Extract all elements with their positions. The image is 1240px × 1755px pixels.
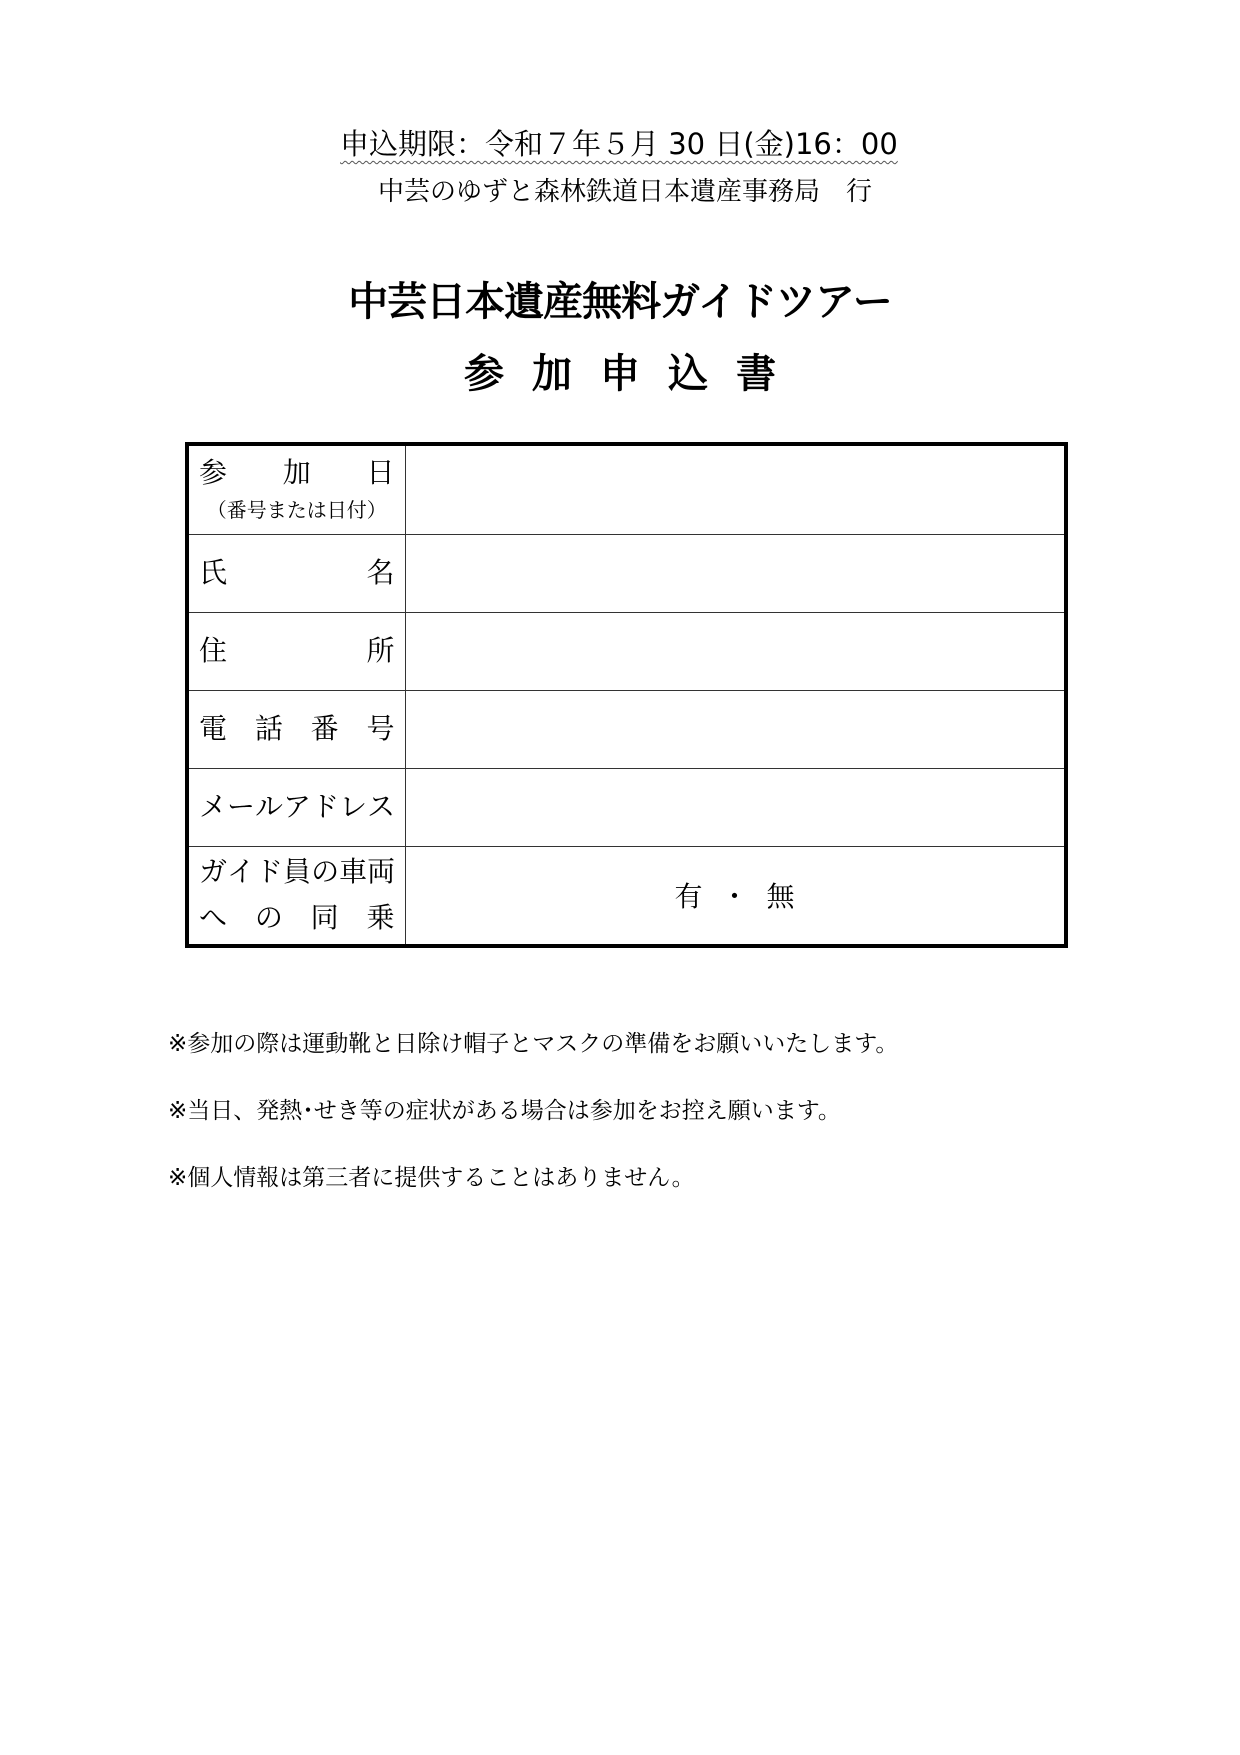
label-char: ガ xyxy=(199,855,228,889)
guide-vehicle-label-line2 xyxy=(199,895,395,941)
participation-date-hint: （番号または日付） xyxy=(206,497,387,522)
phone-field[interactable] xyxy=(405,690,1066,768)
guide-vehicle-choice[interactable] xyxy=(405,846,1066,946)
label-char: ル xyxy=(255,790,284,823)
label-char: 参 xyxy=(199,455,228,489)
name-field[interactable] xyxy=(405,534,1066,612)
form-row-guide-vehicle xyxy=(187,846,1066,946)
label-char: 車 xyxy=(339,855,368,889)
label-char: 同 xyxy=(310,901,339,935)
application-deadline: 申込期限：令和７年５月 30 日(金)16：00 xyxy=(340,127,898,161)
form-row-name xyxy=(187,534,1066,612)
form-row-email xyxy=(187,768,1066,846)
guide-vehicle-options[interactable]: 有・無 xyxy=(674,880,813,914)
label-char: 号 xyxy=(366,712,395,745)
participation-date-label xyxy=(187,444,405,534)
note-item: ※当日、発熱･せき等の症状がある場合は参加をお控え願います。 xyxy=(168,1098,841,1124)
form-row-participation-date xyxy=(187,444,1066,534)
address-label xyxy=(187,612,405,690)
application-form-table xyxy=(185,442,1068,948)
label-char: メ xyxy=(199,790,228,823)
label-char: 両 xyxy=(367,855,396,889)
note-item: ※参加の際は運動靴と日除け帽子とマスクの準備をお願いいたします。 xyxy=(168,1031,899,1057)
label-char: レ xyxy=(339,790,368,823)
label-char: へ xyxy=(199,901,228,935)
participation-date-field[interactable] xyxy=(405,444,1066,534)
address-field[interactable] xyxy=(405,612,1066,690)
guide-vehicle-label xyxy=(187,846,405,946)
label-char: 名 xyxy=(366,556,395,589)
label-char: 住 xyxy=(199,634,228,667)
label-char: ア xyxy=(283,790,312,823)
label-char: 日 xyxy=(366,455,395,489)
note-item: ※個人情報は第三者に提供することはありません。 xyxy=(168,1165,695,1191)
label-char: ー xyxy=(227,790,256,823)
form-row-address xyxy=(187,612,1066,690)
label-char: 員 xyxy=(283,855,312,889)
label-char: 番 xyxy=(310,712,339,745)
guide-vehicle-label-line1 xyxy=(199,849,395,895)
label-char: ス xyxy=(367,790,396,823)
label-char: 乗 xyxy=(366,901,395,935)
label-char: 加 xyxy=(282,455,311,489)
label-char: 電 xyxy=(199,712,228,745)
notes xyxy=(168,1028,898,1229)
document-title: 中芸日本遺産無料ガイドツアー xyxy=(348,279,892,325)
label-char: ド xyxy=(255,855,284,889)
label-char: の xyxy=(311,855,340,889)
label-char: イ xyxy=(227,855,256,889)
recipient-office: 中芸のゆずと森林鉄道日本遺産事務局 行 xyxy=(378,177,873,207)
name-label xyxy=(187,534,405,612)
label-char: ド xyxy=(311,790,340,823)
email-field[interactable] xyxy=(405,768,1066,846)
email-label xyxy=(187,768,405,846)
label-char: の xyxy=(254,901,283,935)
label-char: 話 xyxy=(254,712,283,745)
form-row-phone xyxy=(187,690,1066,768)
label-char: 所 xyxy=(366,634,395,667)
phone-label xyxy=(187,690,405,768)
label-char: 氏 xyxy=(199,556,228,589)
document-subtitle: 参加申込書 xyxy=(464,351,804,397)
